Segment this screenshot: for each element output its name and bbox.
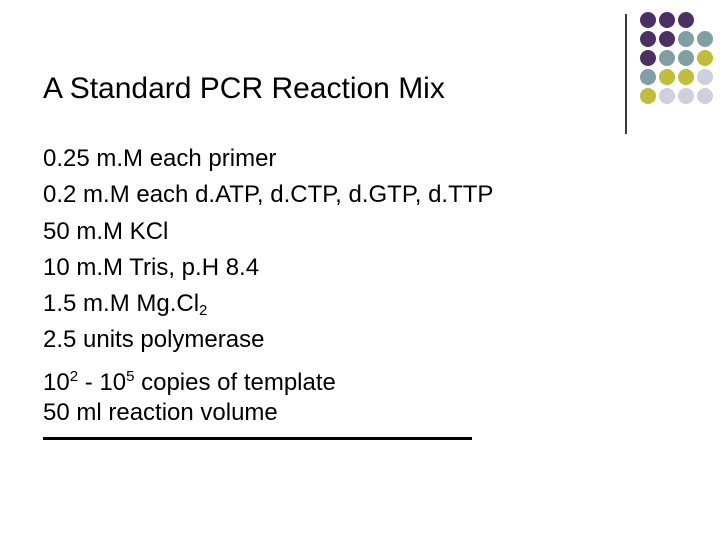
list-item: 0.2 m.M each d.ATP, d.CTP, d.GTP, d.TTP: [43, 181, 494, 209]
subscript: 2: [199, 302, 208, 320]
dot: [697, 50, 713, 66]
dot: [678, 31, 694, 47]
decorative-dot-grid: [640, 12, 720, 122]
slide-title: A Standard PCR Reaction Mix: [43, 72, 445, 105]
dot: [659, 88, 675, 104]
underline-rule: [43, 437, 472, 440]
list-item: 50 m.M KCl: [43, 217, 169, 245]
dot: [678, 88, 694, 104]
dot: [640, 50, 656, 66]
list-item: 0.25 m.M each primer: [43, 145, 277, 172]
dot: [640, 12, 656, 28]
dot: [678, 50, 694, 66]
dot: [659, 12, 675, 28]
superscript: 2: [69, 367, 79, 385]
list-item: $10^2 - 10^5$ copies of template: [43, 367, 336, 396]
reaction-mix-list: [43, 141, 603, 431]
dot: [659, 50, 675, 66]
dot: [640, 31, 656, 47]
dot: [659, 31, 675, 47]
list-item: 1.5 m.M Mg.Cl2: [43, 290, 208, 320]
list-item: 50 ml reaction volume: [43, 399, 278, 427]
dot: [659, 69, 675, 85]
dot: [678, 12, 694, 28]
superscript: 5: [126, 367, 135, 385]
dot: [697, 88, 713, 104]
list-item: 10 m.M Tris, p.H 8.4: [43, 253, 260, 281]
dot: [640, 69, 656, 85]
dot: [678, 69, 694, 85]
dot: [697, 31, 713, 47]
dot: [640, 88, 656, 104]
accent-vertical-line: [625, 14, 627, 134]
list-item: 2.5 units polymerase: [43, 326, 265, 354]
dot: [697, 69, 713, 85]
